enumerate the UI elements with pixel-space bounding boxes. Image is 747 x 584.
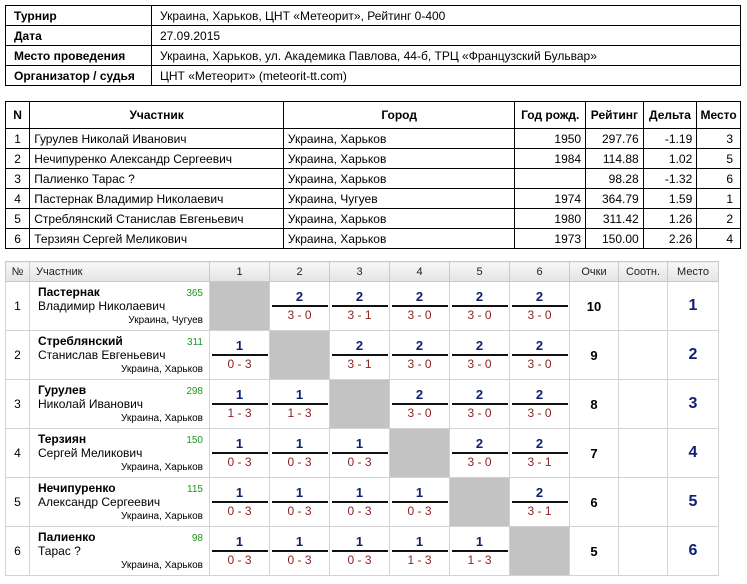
result-cell — [510, 429, 570, 478]
result-cell — [270, 282, 330, 331]
match-result — [332, 289, 388, 323]
cross-ratio — [619, 282, 668, 331]
participant-birth-year: 1980 — [515, 209, 586, 229]
player-rating: 150 — [186, 435, 203, 446]
result-cell — [390, 331, 450, 380]
match-score: 0 - 3 — [287, 504, 312, 518]
match-points: 1 — [332, 534, 388, 552]
participant-name: Пастернак Владимир Николаевич — [30, 189, 284, 209]
participant-delta: 1.59 — [643, 189, 697, 209]
match-result — [392, 485, 448, 519]
cross-row-number: 3 — [6, 380, 30, 429]
match-result — [332, 338, 388, 372]
match-score: 0 - 3 — [347, 553, 372, 567]
participant-birth-year: 1984 — [515, 149, 586, 169]
participants-table — [5, 101, 741, 249]
match-result — [272, 289, 328, 323]
match-result — [392, 534, 448, 568]
cross-player — [30, 429, 210, 478]
result-cell — [330, 429, 390, 478]
match-score: 1 - 3 — [227, 406, 252, 420]
cross-header-col-2: 2 — [270, 262, 330, 282]
result-cell — [270, 380, 330, 429]
result-cell-self — [450, 478, 510, 527]
match-points: 1 — [392, 485, 448, 503]
match-points: 1 — [212, 387, 268, 405]
match-score: 3 - 1 — [527, 504, 552, 518]
column-header-participant: Участник — [30, 102, 284, 129]
cross-player — [30, 527, 210, 576]
match-score: 1 - 3 — [407, 553, 432, 567]
participant-number: 6 — [6, 229, 30, 249]
match-points: 2 — [452, 387, 508, 405]
cross-row-number: 5 — [6, 478, 30, 527]
player-surname: Палиенко — [38, 530, 96, 544]
cross-row — [6, 331, 719, 380]
participant-number: 5 — [6, 209, 30, 229]
match-points: 2 — [392, 338, 448, 356]
participant-name: Стреблянский Станислав Евгеньевич — [30, 209, 284, 229]
participant-name: Терзиян Сергей Меликович — [30, 229, 284, 249]
match-result — [512, 485, 568, 519]
participant-place: 2 — [697, 209, 741, 229]
match-points: 1 — [272, 387, 328, 405]
participant-city: Украина, Харьков — [283, 169, 514, 189]
match-result — [452, 436, 508, 470]
participant-name: Палиенко Тарас ? — [30, 169, 284, 189]
cross-ratio — [619, 527, 668, 576]
match-result — [272, 534, 328, 568]
result-cell-self — [390, 429, 450, 478]
match-result — [272, 387, 328, 421]
result-cell — [270, 527, 330, 576]
result-cell — [510, 282, 570, 331]
match-points: 1 — [452, 534, 508, 552]
match-points: 2 — [512, 436, 568, 454]
cross-place: 1 — [668, 282, 719, 331]
cross-header-row — [6, 262, 719, 282]
match-points: 2 — [512, 485, 568, 503]
match-score: 3 - 0 — [527, 406, 552, 420]
match-result — [272, 485, 328, 519]
match-score: 3 - 1 — [347, 357, 372, 371]
participant-row — [6, 129, 741, 149]
info-value: 27.09.2015 — [152, 26, 741, 46]
match-result — [512, 387, 568, 421]
participant-name: Нечипуренко Александр Сергеевич — [30, 149, 284, 169]
participant-place: 1 — [697, 189, 741, 209]
match-result — [392, 387, 448, 421]
match-result — [512, 436, 568, 470]
match-score: 3 - 0 — [287, 308, 312, 322]
match-score: 3 - 0 — [467, 406, 492, 420]
result-cell — [450, 282, 510, 331]
result-cell-self — [270, 331, 330, 380]
result-cell — [270, 478, 330, 527]
match-result — [212, 338, 268, 372]
info-label: Турнир — [6, 6, 152, 26]
result-cell — [510, 331, 570, 380]
player-given-name: Александр Сергеевич — [38, 495, 161, 509]
match-points: 1 — [272, 436, 328, 454]
participant-delta: -1.32 — [643, 169, 697, 189]
cross-points: 6 — [570, 478, 619, 527]
match-score: 3 - 1 — [527, 455, 552, 469]
match-result — [332, 436, 388, 470]
player-rating: 115 — [187, 484, 203, 495]
cross-row — [6, 527, 719, 576]
participant-city: Украина, Харьков — [283, 209, 514, 229]
match-score: 3 - 0 — [527, 308, 552, 322]
result-cell — [510, 478, 570, 527]
match-points: 1 — [212, 338, 268, 356]
cross-row-number: 2 — [6, 331, 30, 380]
cross-player — [30, 380, 210, 429]
cross-ratio — [619, 380, 668, 429]
cross-body — [6, 282, 719, 576]
match-score: 0 - 3 — [227, 504, 252, 518]
match-score: 0 - 3 — [407, 504, 432, 518]
match-result — [272, 436, 328, 470]
result-cell — [330, 331, 390, 380]
player-city: Украина, Харьков — [121, 413, 203, 424]
info-value: Украина, Харьков, ЦНТ «Метеорит», Рейтинг 0-400 — [152, 6, 741, 26]
cross-place: 3 — [668, 380, 719, 429]
result-cell-self — [510, 527, 570, 576]
cross-points: 9 — [570, 331, 619, 380]
match-score: 3 - 0 — [527, 357, 552, 371]
participant-delta: 1.02 — [643, 149, 697, 169]
match-result — [212, 436, 268, 470]
participant-rating: 150.00 — [586, 229, 644, 249]
info-row-organizer — [6, 66, 741, 86]
cross-row-number: 1 — [6, 282, 30, 331]
cross-player — [30, 478, 210, 527]
match-points: 2 — [332, 289, 388, 307]
result-cell — [390, 380, 450, 429]
result-cell — [270, 429, 330, 478]
match-result — [512, 289, 568, 323]
participant-number: 2 — [6, 149, 30, 169]
participants-header-row — [6, 102, 741, 129]
match-score: 3 - 0 — [467, 308, 492, 322]
result-cell — [450, 429, 510, 478]
match-score: 3 - 0 — [407, 406, 432, 420]
result-cell — [210, 331, 270, 380]
participant-birth-year — [515, 169, 586, 189]
participant-birth-year: 1974 — [515, 189, 586, 209]
match-score: 3 - 0 — [467, 455, 492, 469]
column-header-n: N — [6, 102, 30, 129]
match-score: 3 - 0 — [407, 308, 432, 322]
cross-header-col-1: 1 — [210, 262, 270, 282]
match-score: 0 - 3 — [227, 357, 252, 371]
result-cell — [330, 527, 390, 576]
match-score: 0 - 3 — [347, 455, 372, 469]
cross-table — [5, 261, 719, 576]
participant-number: 3 — [6, 169, 30, 189]
match-result — [392, 289, 448, 323]
match-points: 1 — [272, 485, 328, 503]
participant-delta: 1.26 — [643, 209, 697, 229]
result-cell — [210, 527, 270, 576]
match-points: 2 — [512, 338, 568, 356]
cross-header-col-6: 6 — [510, 262, 570, 282]
match-points: 2 — [272, 289, 328, 307]
player-rating: 365 — [186, 288, 203, 299]
tournament-info-table — [5, 5, 741, 86]
result-cell — [210, 380, 270, 429]
player-given-name: Тарас ? — [38, 544, 81, 558]
player-surname: Нечипуренко — [38, 481, 116, 495]
result-cell-self — [330, 380, 390, 429]
player-surname: Гурулев — [38, 383, 87, 397]
participant-city: Украина, Харьков — [283, 229, 514, 249]
match-result — [512, 338, 568, 372]
cross-place: 6 — [668, 527, 719, 576]
match-result — [452, 338, 508, 372]
cross-player — [30, 282, 210, 331]
match-points: 1 — [332, 485, 388, 503]
info-value: Украина, Харьков, ул. Академика Павлова, 44-б, ТРЦ «Французский Бульвар» — [152, 46, 741, 66]
participant-name: Гурулев Николай Иванович — [30, 129, 284, 149]
cross-header-col-4: 4 — [390, 262, 450, 282]
match-points: 2 — [512, 289, 568, 307]
player-city: Украина, Харьков — [121, 462, 203, 473]
participant-place: 5 — [697, 149, 741, 169]
match-score: 0 - 3 — [227, 455, 252, 469]
player-surname: Стреблянский — [38, 334, 123, 348]
participant-rating: 297.76 — [586, 129, 644, 149]
info-row-date — [6, 26, 741, 46]
cross-header-points: Очки — [570, 262, 619, 282]
participant-city: Украина, Харьков — [283, 149, 514, 169]
participant-row — [6, 209, 741, 229]
cross-ratio — [619, 429, 668, 478]
column-header-birth-year: Год рожд. — [515, 102, 586, 129]
cross-header-col-3: 3 — [330, 262, 390, 282]
info-row-venue — [6, 46, 741, 66]
player-given-name: Сергей Меликович — [38, 446, 143, 460]
participant-birth-year: 1973 — [515, 229, 586, 249]
player-rating: 311 — [187, 337, 203, 348]
player-given-name: Николай Иванович — [38, 397, 144, 411]
participant-row — [6, 189, 741, 209]
match-result — [392, 338, 448, 372]
participant-city: Украина, Харьков — [283, 129, 514, 149]
cross-header-num: № — [6, 262, 30, 282]
participant-rating: 364.79 — [586, 189, 644, 209]
player-given-name: Владимир Николаевич — [38, 299, 166, 313]
cross-row — [6, 429, 719, 478]
cross-header-place: Место — [668, 262, 719, 282]
match-points: 2 — [392, 387, 448, 405]
participant-row — [6, 169, 741, 189]
match-score: 0 - 3 — [227, 553, 252, 567]
result-cell — [330, 478, 390, 527]
cross-row — [6, 380, 719, 429]
cross-place: 5 — [668, 478, 719, 527]
match-result — [332, 534, 388, 568]
player-given-name: Станислав Евгеньевич — [38, 348, 166, 362]
column-header-city: Город — [283, 102, 514, 129]
player-city: Украина, Харьков — [121, 511, 203, 522]
column-header-place: Место — [697, 102, 741, 129]
match-points: 2 — [452, 338, 508, 356]
match-result — [332, 485, 388, 519]
participant-rating: 114.88 — [586, 149, 644, 169]
participant-rating: 311.42 — [586, 209, 644, 229]
result-cell — [330, 282, 390, 331]
result-cell — [390, 478, 450, 527]
cross-points: 8 — [570, 380, 619, 429]
player-city: Украина, Харьков — [121, 364, 203, 375]
info-label: Организатор / судья — [6, 66, 152, 86]
match-points: 2 — [452, 436, 508, 454]
participants-body — [6, 129, 741, 249]
cross-row-number: 6 — [6, 527, 30, 576]
cross-points: 10 — [570, 282, 619, 331]
cross-place: 4 — [668, 429, 719, 478]
match-points: 1 — [332, 436, 388, 454]
cross-ratio — [619, 331, 668, 380]
cross-player — [30, 331, 210, 380]
match-points: 2 — [452, 289, 508, 307]
match-points: 2 — [332, 338, 388, 356]
cross-row-number: 4 — [6, 429, 30, 478]
match-points: 1 — [212, 485, 268, 503]
cross-header-ratio: Соотн. — [619, 262, 668, 282]
player-rating: 298 — [186, 386, 203, 397]
info-label: Место проведения — [6, 46, 152, 66]
cross-place: 2 — [668, 331, 719, 380]
cross-row — [6, 282, 719, 331]
participant-place: 3 — [697, 129, 741, 149]
match-points: 2 — [392, 289, 448, 307]
result-cell — [210, 478, 270, 527]
match-score: 1 - 3 — [467, 553, 492, 567]
cross-points: 7 — [570, 429, 619, 478]
participant-row — [6, 149, 741, 169]
result-cell — [450, 527, 510, 576]
match-points: 1 — [272, 534, 328, 552]
participant-rating: 98.28 — [586, 169, 644, 189]
match-points: 1 — [392, 534, 448, 552]
participant-row — [6, 229, 741, 249]
match-score: 0 - 3 — [287, 553, 312, 567]
match-points: 2 — [512, 387, 568, 405]
participant-place: 4 — [697, 229, 741, 249]
participant-number: 4 — [6, 189, 30, 209]
player-surname: Терзиян — [38, 432, 87, 446]
player-city: Украина, Чугуев — [128, 315, 203, 326]
result-cell — [210, 429, 270, 478]
result-cell — [450, 331, 510, 380]
result-cell — [510, 380, 570, 429]
match-score: 0 - 3 — [347, 504, 372, 518]
match-score: 1 - 3 — [287, 406, 312, 420]
participant-delta: -1.19 — [643, 129, 697, 149]
result-cell — [390, 282, 450, 331]
cross-row — [6, 478, 719, 527]
player-rating: 98 — [191, 533, 203, 544]
match-score: 3 - 0 — [467, 357, 492, 371]
result-cell-self — [210, 282, 270, 331]
column-header-rating: Рейтинг — [586, 102, 644, 129]
match-score: 3 - 1 — [347, 308, 372, 322]
info-label: Дата — [6, 26, 152, 46]
match-points: 1 — [212, 534, 268, 552]
participant-delta: 2.26 — [643, 229, 697, 249]
match-points: 1 — [212, 436, 268, 454]
result-cell — [390, 527, 450, 576]
info-value: ЦНТ «Метеорит» (meteorit-tt.com) — [152, 66, 741, 86]
player-surname: Пастернак — [38, 285, 100, 299]
match-result — [452, 289, 508, 323]
info-row-tournament — [6, 6, 741, 26]
participant-birth-year: 1950 — [515, 129, 586, 149]
participant-city: Украина, Чугуев — [283, 189, 514, 209]
match-result — [212, 387, 268, 421]
result-cell — [450, 380, 510, 429]
match-score: 3 - 0 — [407, 357, 432, 371]
participant-place: 6 — [697, 169, 741, 189]
match-result — [452, 387, 508, 421]
cross-header-participant: Участник — [30, 262, 210, 282]
match-result — [212, 485, 268, 519]
column-header-delta: Дельта — [643, 102, 697, 129]
participant-number: 1 — [6, 129, 30, 149]
player-city: Украина, Харьков — [121, 560, 203, 571]
match-result — [452, 534, 508, 568]
match-result — [212, 534, 268, 568]
cross-points: 5 — [570, 527, 619, 576]
cross-header-col-5: 5 — [450, 262, 510, 282]
match-score: 0 - 3 — [287, 455, 312, 469]
cross-ratio — [619, 478, 668, 527]
